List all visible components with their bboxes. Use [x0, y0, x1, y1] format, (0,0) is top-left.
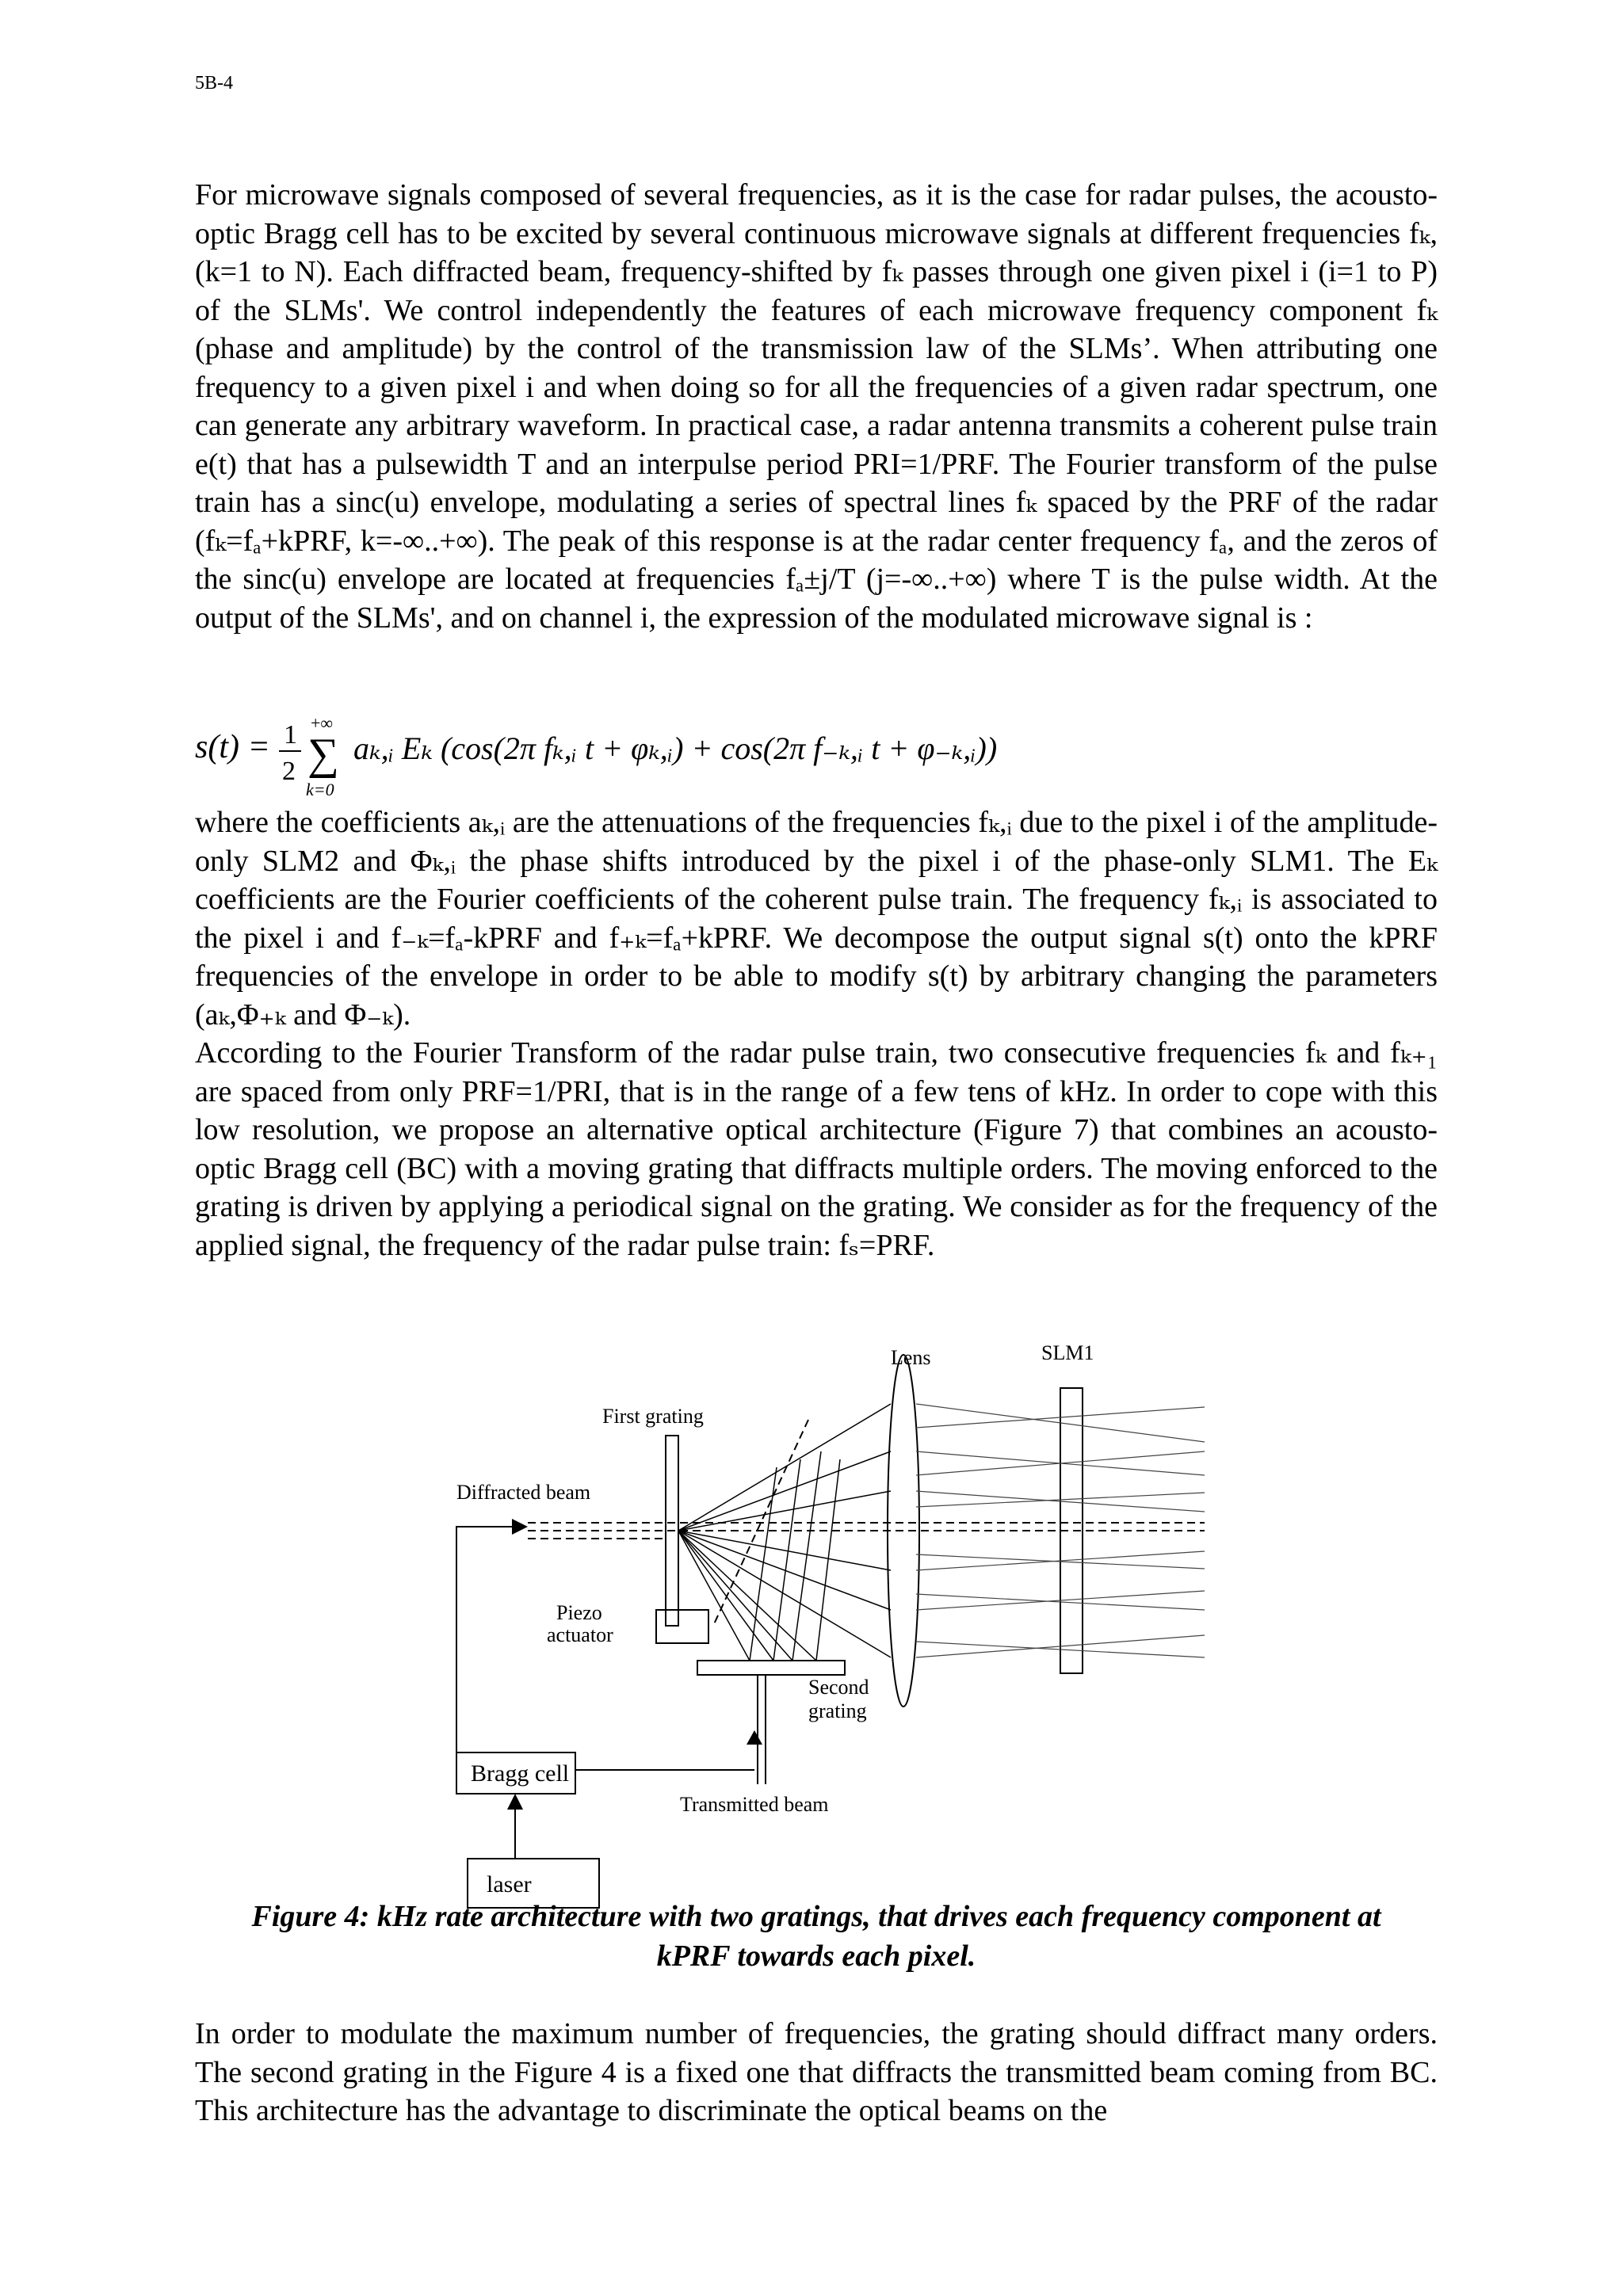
lens-label: Lens — [891, 1346, 931, 1369]
paragraph-coefficients — [195, 803, 1438, 1264]
paragraph-modulation — [195, 2015, 1438, 2130]
piezo-label-line2: actuator — [547, 1623, 613, 1646]
equation-body: aₖ,ᵢ Eₖ (cos(2π fₖ,ᵢ t + φₖ,ᵢ) + cos(2π f₋ₖ,ᵢ t + φ₋ₖ,ᵢ)) — [353, 730, 998, 766]
slm1-label: SLM1 — [1041, 1341, 1094, 1364]
equation-half-num: 1 — [284, 720, 297, 749]
caption-line-2: kPRF towards each pixel. — [656, 1939, 976, 1973]
equation-lhs: s(t) = — [195, 729, 270, 765]
transmitted-beam-arrow — [747, 1730, 762, 1745]
paragraph-intro — [195, 176, 1438, 637]
piezo-label-line1: Piezo — [556, 1601, 602, 1624]
transmitted-beam-path — [575, 1675, 766, 1784]
transmitted-beam-label: Transmitted beam — [680, 1793, 829, 1816]
paragraph-1-text: For microwave signals composed of several frequencies, as it is the case for radar pulses, the acousto-optic Bragg cell has to be excited by several continuous microwave signals at different frequencies fₖ, (k=1 to N). Each diffracted beam, frequency-shifted by fₖ passes through one given pixel i (i=1 to P) of the SLMs'. We control independently the features of each microwave frequency component fₖ (phase and amplitude) by the control of the transmission law of the SLMs’. When attributing one frequency to a given pixel i and when doing so for all the frequencies of a given radar spectrum, one can generate any arbitrary waveform. In practical case, a radar antenna transmits a coherent pulse train e(t) that has a pulsewidth T and an interpulse period PRI=1/PRF. The Fourier transform of the pulse train has a sinc(u) envelope, modulating a series of spectral lines fₖ spaced by the PRF of the radar (fₖ=fₐ+kPRF, k=-∞..+∞). The peak of this response is at the radar center frequency fₐ, and the zeros of the sinc(u) envelope are located at frequencies fₐ±j/T (j=-∞..+∞) where T is the pulse width. At the output of the SLMs', and on channel i, the expression of the modulated microwave signal is : — [195, 178, 1438, 635]
paragraph-2-text: where the coefficients aₖ,ᵢ are the attenuations of the frequencies fₖ,ᵢ due to the pixel i of the amplitude-only SLM2 and Φₖ,ᵢ the phase shifts introduced by the pixel i of the phase-only SLM1. The Eₖ coefficients are the Fourier coefficients of the coherent pulse train. The frequency fₖ,ᵢ is associated to the pixel i and f₋ₖ=fₐ-kPRF and f₊ₖ=fₐ+kPRF. We decompose the output signal s(t) onto the kPRF frequencies of the envelope in order to be able to modify s(t) by arbitrary changing the parameters (aₖ,Φ₊ₖ and Φ₋ₖ). — [195, 806, 1438, 1032]
figure-architecture-diagram — [428, 1325, 1205, 1927]
paragraph-3-text: In order to modulate the maximum number of frequencies, the grating should diffract many orders. The second grating in the Figure 4 is a fixed one that diffracts the transmitted beam coming from BC. This architecture has the advantage to discriminate the optical beams on the — [195, 2017, 1438, 2127]
diffracted-beam-label: Diffracted beam — [456, 1481, 591, 1504]
equation-sum-symbol: ∑ — [307, 730, 339, 779]
paragraph-2b-text: According to the Fourier Transform of the radar pulse train, two consecutive frequencies fₖ and fₖ₊₁ are spaced from only PRF=1/PRI, that is in the range of a few tens of kHz. In order to cope with this low resolution, we propose an alternative optical architecture (Figure 7) that combines an acousto-optic Bragg cell (BC) with a moving grating that diffracts multiple orders. The moving enforced to the grating is driven by applying a periodical signal on the grating. We consider as for the frequency of the applied signal, the frequency of the radar pulse train: fₛ=PRF. — [195, 1036, 1438, 1262]
optical-axis — [528, 1523, 1205, 1539]
caption-line-1: Figure 4: kHz rate architecture with two gratings, that drives each frequency component at — [251, 1900, 1381, 1933]
equation-sum-lower: k=0 — [306, 780, 334, 799]
equation-half-den: 2 — [282, 757, 296, 786]
laser-to-bragg-arrow — [507, 1794, 523, 1810]
diffracted-beam-arrow — [512, 1519, 528, 1535]
equation — [195, 711, 1146, 799]
first-grating-label: First grating — [602, 1405, 704, 1428]
second-grating-label-line1: Second — [808, 1676, 869, 1699]
second-grating-shape — [697, 1661, 845, 1675]
diffracted-beam-path — [456, 1527, 515, 1753]
page-header: 5B-4 — [195, 73, 233, 93]
equation-sum-upper: +∞ — [311, 713, 334, 733]
figure-caption — [195, 1897, 1438, 1976]
diffraction-fan — [678, 1404, 891, 1661]
bragg-cell-label: Bragg cell — [471, 1760, 570, 1787]
piezo-actuator-shape — [656, 1610, 708, 1643]
laser-label: laser — [487, 1871, 532, 1897]
second-grating-label-line2: grating — [808, 1699, 867, 1722]
